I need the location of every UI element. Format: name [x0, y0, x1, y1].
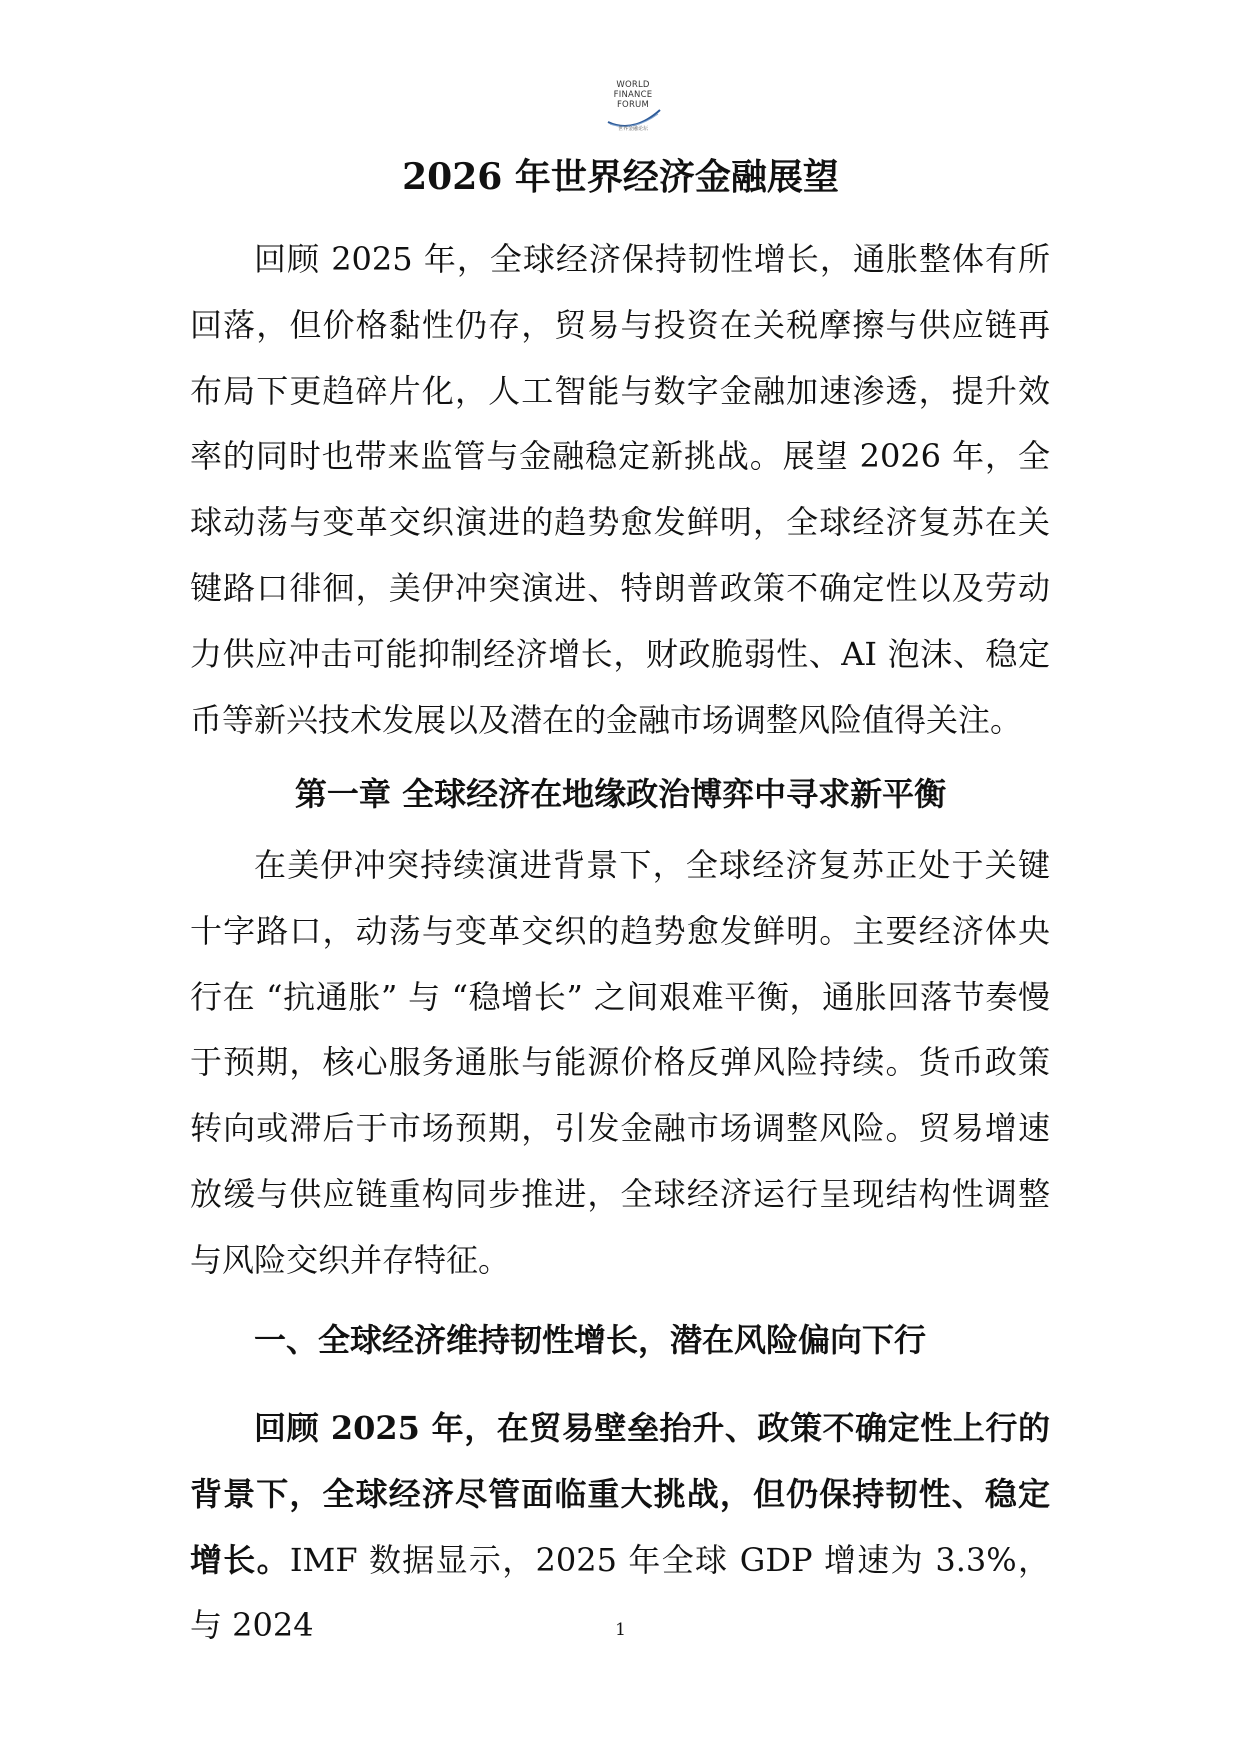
section-heading: 一、全球经济维持韧性增长，潜在风险偏向下行: [254, 1321, 927, 1359]
chapter-intro-paragraph: 在美伊冲突持续演进背景下，全球经济复苏正处于关键十字路口，动荡与变革交织的趋势愈发鲜明。主要经济体央行在 “抗通胀” 与 “稳增长” 之间艰难平衡，通胀回落节奏慢于预期，核心服务通胀与能源价格反弹风险持续。货币政策转向或滞后于市场预期，引发金融市场调整风险。贸易增速放缓与供应链重构同步推进，全球经济运行呈现结构性调整与风险交织并存特征。: [190, 846, 1050, 1279]
section-paragraph-body: IMF 数据显示，2025 年全球 GDP 增速为 3.3%，与 2024: [190, 1540, 1050, 1645]
section-paragraph-bold-lead: 回顾 2025 年，在贸易壁垒抬升、政策不确定性上行的背景下，全球经济尽管面临重大挑战，但仍保持韧性、稳定增长。: [190, 1409, 1050, 1579]
intro-paragraph: 回顾 2025 年，全球经济保持韧性增长，通胀整体有所回落，但价格黏性仍存，贸易与投资在关税摩擦与供应链再布局下更趋碎片化，人工智能与数字金融加速渗透，提升效率的同时也带来监管与金融稳定新挑战。展望 2026 年，全球动荡与变革交织演进的趋势愈发鲜明，全球经济复苏在关键路口徘徊，美伊冲突演进、特朗普政策不确定性以及劳动力供应冲击可能抑制经济增长，财政脆弱性、AI 泡沫、稳定币等新兴技术发展以及潜在的金融市场调整风险值得关注。: [190, 240, 1050, 739]
logo-text: WORLD FINANCE FORUM: [613, 80, 653, 110]
document-title: 2026 年世界经济金融展望: [402, 156, 839, 198]
page-number: 1: [615, 1620, 626, 1640]
chapter-heading: 第一章 全球经济在地缘政治博弈中寻求新平衡: [294, 775, 947, 813]
logo-swoosh-icon: [598, 100, 668, 138]
section-paragraph: [190, 1396, 1050, 1645]
logo-chinese-name: 世界金融论坛: [617, 126, 648, 132]
world-finance-forum-logo: [598, 80, 668, 138]
